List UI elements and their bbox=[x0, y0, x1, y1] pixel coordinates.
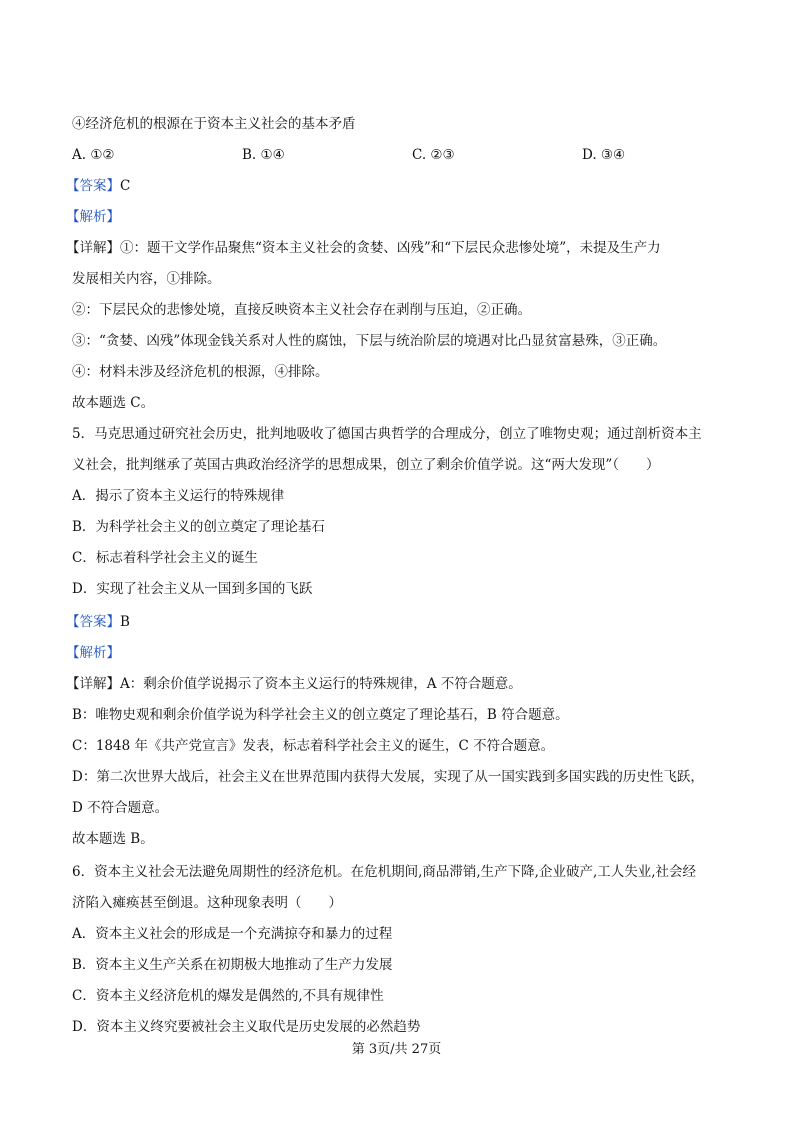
q6-option-d: D．资本主义终究要被社会主义取代是历史发展的必然趋势 bbox=[72, 1019, 421, 1035]
q5-option-a: A．揭示了资本主义运行的特殊规律 bbox=[72, 488, 285, 504]
q5-detail-c: C：1848 年《共产党宣言》发表，标志着科学社会主义的诞生，C 不符合题意。 bbox=[72, 738, 555, 754]
analysis-tag: 【解析】 bbox=[66, 209, 120, 225]
q4-option-a: A. ①② bbox=[72, 147, 115, 163]
q4-conclusion: 故本题选 C。 bbox=[72, 395, 155, 411]
q5-detail-d-line-1: D：第二次世界大战后，社会主义在世界范围内获得大发展，实现了从一国实践到多国实践的历史性飞跃， bbox=[72, 769, 704, 785]
q5-option-d: D．实现了社会主义从一国到多国的飞跃 bbox=[72, 581, 313, 597]
q4-detail-1a bbox=[66, 238, 661, 258]
q4-answer bbox=[66, 176, 130, 196]
q5-conclusion: 故本题选 B。 bbox=[72, 831, 154, 847]
q4-analysis-tag bbox=[66, 207, 120, 227]
q5-detail-b: B：唯物史观和剩余价值学说为科学社会主义的创立奠定了理论基石，B 符合题意。 bbox=[72, 707, 569, 723]
q5-analysis-tag bbox=[66, 643, 120, 663]
answer-value: B bbox=[120, 614, 130, 630]
q5-option-c: C．标志着科学社会主义的诞生 bbox=[72, 550, 258, 566]
q6-stem-line-1: 6．资本主义社会无法避免周期性的经济危机。在危机期间,商品滞销,生产下降,企业破产,工人失业,社会经 bbox=[72, 864, 697, 880]
q5-stem-line-1: 5．马克思通过研究社会历史，批判地吸收了德国古典哲学的合理成分，创立了唯物史观；通过剖析资本主 bbox=[72, 426, 702, 442]
q4-detail-3: ③：“贪婪、凶残”体现金钱关系对人性的腐蚀，下层与统治阶层的境遇对比凸显贫富悬殊，③正确。 bbox=[72, 333, 667, 349]
q6-option-a: A．资本主义社会的形成是一个充满掠夺和暴力的过程 bbox=[72, 926, 393, 942]
q5-answer bbox=[66, 612, 130, 632]
answer-tag: 【答案】 bbox=[66, 178, 120, 194]
q5-stem-line-2: 义社会，批判继承了英国古典政治经济学的思想成果，创立了剩余价值学说。这“两大发现”（ ） bbox=[72, 457, 660, 473]
detail-text: ①：题干文学作品聚焦“资本主义社会的贪婪、凶残”和“下层民众悲惨处境”，未提及生产力 bbox=[120, 240, 661, 256]
detail-text: A：剩余价值学说揭示了资本主义运行的特殊规律，A 不符合题意。 bbox=[120, 676, 522, 692]
q6-option-c: C．资本主义经济危机的爆发是偶然的,不具有规律性 bbox=[72, 988, 384, 1004]
q5-detail-d-line-2: D 不符合题意。 bbox=[72, 800, 169, 816]
q5-detail-a bbox=[66, 674, 522, 694]
answer-value: C bbox=[120, 178, 131, 194]
q4-detail-2: ②：下层民众的悲惨处境，直接反映资本主义社会存在剥削与压迫，②正确。 bbox=[72, 302, 531, 318]
analysis-tag: 【解析】 bbox=[66, 645, 120, 661]
detail-tag: 【详解】 bbox=[66, 676, 120, 692]
q4-option-c: C. ②③ bbox=[412, 147, 455, 163]
q4-detail-1b: 发展相关内容，①排除。 bbox=[72, 271, 221, 287]
page-footer: 第 3页/共 27页 bbox=[351, 1042, 442, 1057]
q5-option-b: B．为科学社会主义的创立奠定了理论基石 bbox=[72, 519, 325, 535]
q4-option-d: D. ③④ bbox=[582, 147, 626, 163]
q6-stem-line-2: 济陷入瘫痪甚至倒退。这种现象表明（ ） bbox=[72, 895, 342, 911]
q4-option-b: B. ①④ bbox=[242, 147, 285, 163]
detail-tag: 【详解】 bbox=[66, 240, 120, 256]
q6-option-b: B．资本主义生产关系在初期极大地推动了生产力发展 bbox=[72, 957, 393, 973]
answer-tag: 【答案】 bbox=[66, 614, 120, 630]
q4-item-4: ④经济危机的根源在于资本主义社会的基本矛盾 bbox=[72, 116, 356, 132]
q4-detail-4: ④：材料未涉及经济危机的根源，④排除。 bbox=[72, 364, 329, 380]
